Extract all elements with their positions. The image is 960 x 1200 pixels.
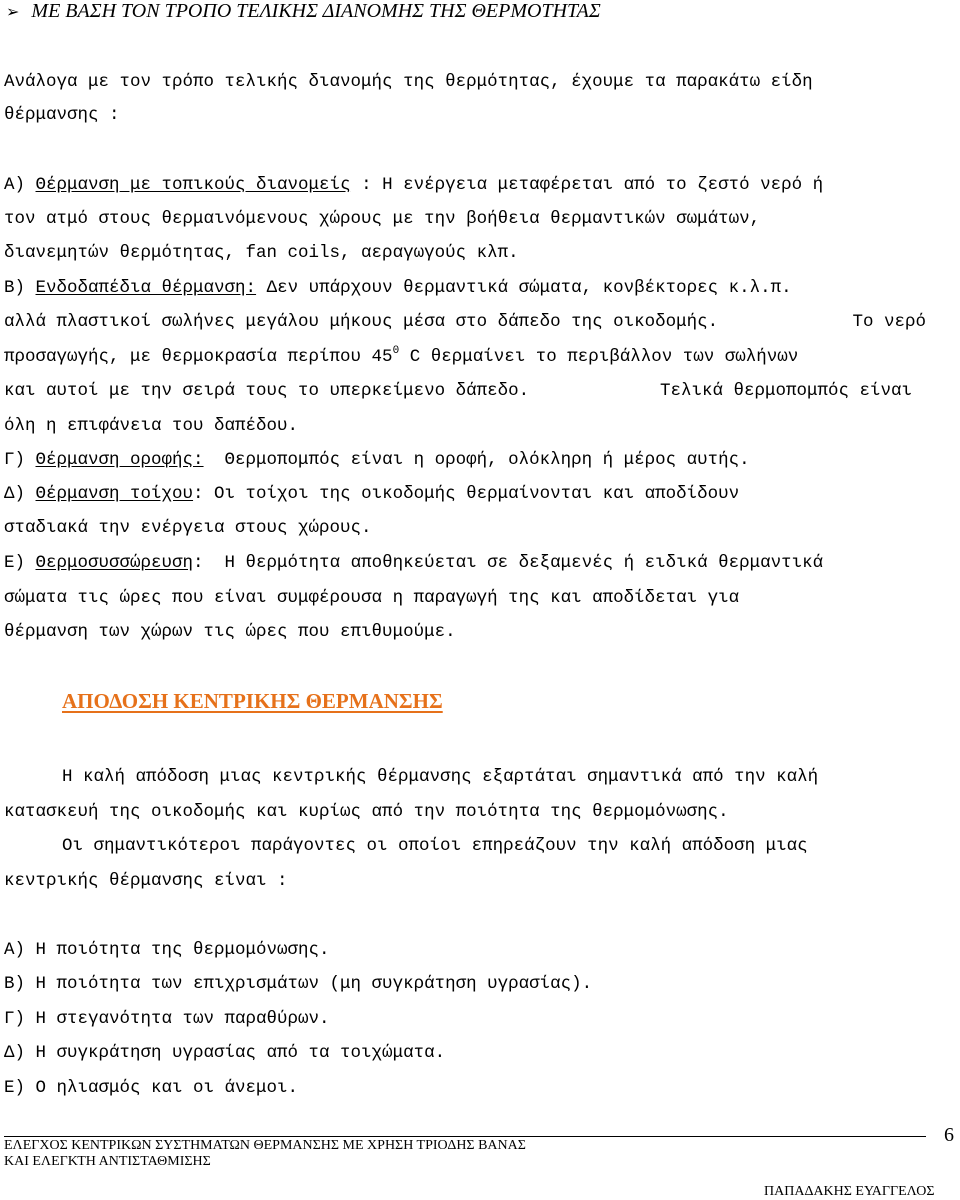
type-e-term: Θερμοσυσσώρευση [35,553,194,573]
type-e-line-1: Ε) Θερμοσυσσώρευση: Η θερμότητα αποθηκεύεται σε δεξαμενές ή ειδικά θερμαντικά [4,553,824,573]
arrow-bullet-icon: ➢ [6,4,20,21]
paragraph-1-line-2: κατασκευή της οικοδομής και κυρίως από την ποιότητα της θερμομόνωσης. [4,802,729,822]
section-heading [6,0,601,24]
type-e-line-2: σώματα τις ώρες που είναι συμφέρουσα η παραγωγή της και αποδίδεται για [4,588,740,608]
type-b-line-2: αλλά πλαστικοί σωλήνες μεγάλου μήκους μέσα στο δάπεδο της οικοδομής. Το νερό [4,312,926,332]
type-d-term: Θέρμανση τοίχου [35,484,194,504]
type-b-line-5: όλη η επιφάνεια του δαπέδου. [4,416,299,436]
footer-author: ΠΑΠΑΔΑΚΗΣ ΕΥΑΓΓΕΛΟΣ [764,1184,935,1199]
list-item: Ε) Ο ηλιασμός και οι άνεμοι. [4,1078,299,1098]
footer-rule [4,1136,926,1137]
footer-title-line-1: ΕΛΕΓΧΟΣ ΚΕΝΤΡΙΚΩΝ ΣΥΣΤΗΜΑΤΩΝ ΘΕΡΜΑΝΣΗΣ ΜΕ ΧΡΗΣΗ ΤΡΙΟΔΗΣ ΒΑΝΑΣ [4,1138,526,1153]
type-b-line-4: και αυτοί με την σειρά τους το υπερκείμενο δάπεδο. Τελικά θερμοπομπός είναι [4,381,912,401]
paragraph-2-line-1: Οι σημαντικότεροι παράγοντες οι οποίοι επηρεάζουν την καλή απόδοση μιας [62,836,808,856]
intro-line-2: θέρμανσης : [4,105,120,125]
type-b-line-1: Β) Ενδοδαπέδια θέρμανση: Δεν υπάρχουν θερμαντικά σώματα, κονβέκτορες κ.λ.π. [4,278,792,298]
section-heading-text: ΜΕ ΒΑΣΗ ΤΟΝ ΤΡΟΠΟ ΤΕΛΙΚΗΣ ΔΙΑΝΟΜΗΣ ΤΗΣ ΘΕΡΜΟΤΗΤΑΣ [31,0,601,22]
type-a-line-3: διανεμητών θερμότητας, fan coils, αεραγωγούς κλπ. [4,243,519,263]
footer-title-line-2: ΚΑΙ ΕΛΕΓΚΤΗ ΑΝΤΙΣΤΑΘΜΙΣΗΣ [4,1154,211,1169]
type-b-term: Ενδοδαπέδια θέρμανση: [35,278,257,298]
type-a-line-2: τον ατμό στους θερμαινόμενους χώρους με την βοήθεια θερμαντικών σωμάτων, [4,209,761,229]
type-d-line-1: Δ) Θέρμανση τοίχου: Οι τοίχοι της οικοδομής θερμαίνονται και αποδίδουν [4,484,740,504]
type-a-line-1: Α) Θέρμανση με τοπικούς διανομείς : Η ενέργεια μεταφέρεται από το ζεστό νερό ή [4,175,824,195]
type-e-line-3: θέρμανση των χώρων τις ώρες που επιθυμούμε. [4,622,456,642]
type-c-term: Θέρμανση οροφής: [35,450,204,470]
list-item: Δ) Η συγκράτηση υγρασίας από τα τοιχώματα. [4,1043,446,1063]
page-number: 6 [944,1124,954,1146]
intro-line-1: Ανάλογα με τον τρόπο τελικής διανομής της θερμότητας, έχουμε τα παρακάτω είδη [4,72,813,92]
type-b-line-3: προσαγωγής, με θερμοκρασία περίπου $45^0$ C θερμαίνει το περιβάλλον των σωλήνων [4,345,799,367]
list-item: Α) Η ποιότητα της θερμομόνωσης. [4,940,330,960]
type-d-line-2: σταδιακά την ενέργεια στους χώρους. [4,518,372,538]
paragraph-2-line-2: κεντρικής θέρμανσης είναι : [4,871,288,891]
list-item: Γ) Η στεγανότητα των παραθύρων. [4,1009,330,1029]
performance-heading: ΑΠΟΔΟΣΗ ΚΕΝΤΡΙΚΗΣ ΘΕΡΜΑΝΣΗΣ [62,689,443,713]
degree-superscript: 0 [392,345,400,357]
type-a-term: Θέρμανση με τοπικούς διανομείς [35,175,351,195]
type-c-line-1: Γ) Θέρμανση οροφής: Θερμοπομπός είναι η οροφή, ολόκληρη ή μέρος αυτής. [4,450,750,470]
list-item: Β) Η ποιότητα των επιχρισμάτων (μη συγκράτηση υγρασίας). [4,974,593,994]
paragraph-1-line-1: Η καλή απόδοση μιας κεντρικής θέρμανσης εξαρτάται σημαντικά από την καλή [62,767,819,787]
